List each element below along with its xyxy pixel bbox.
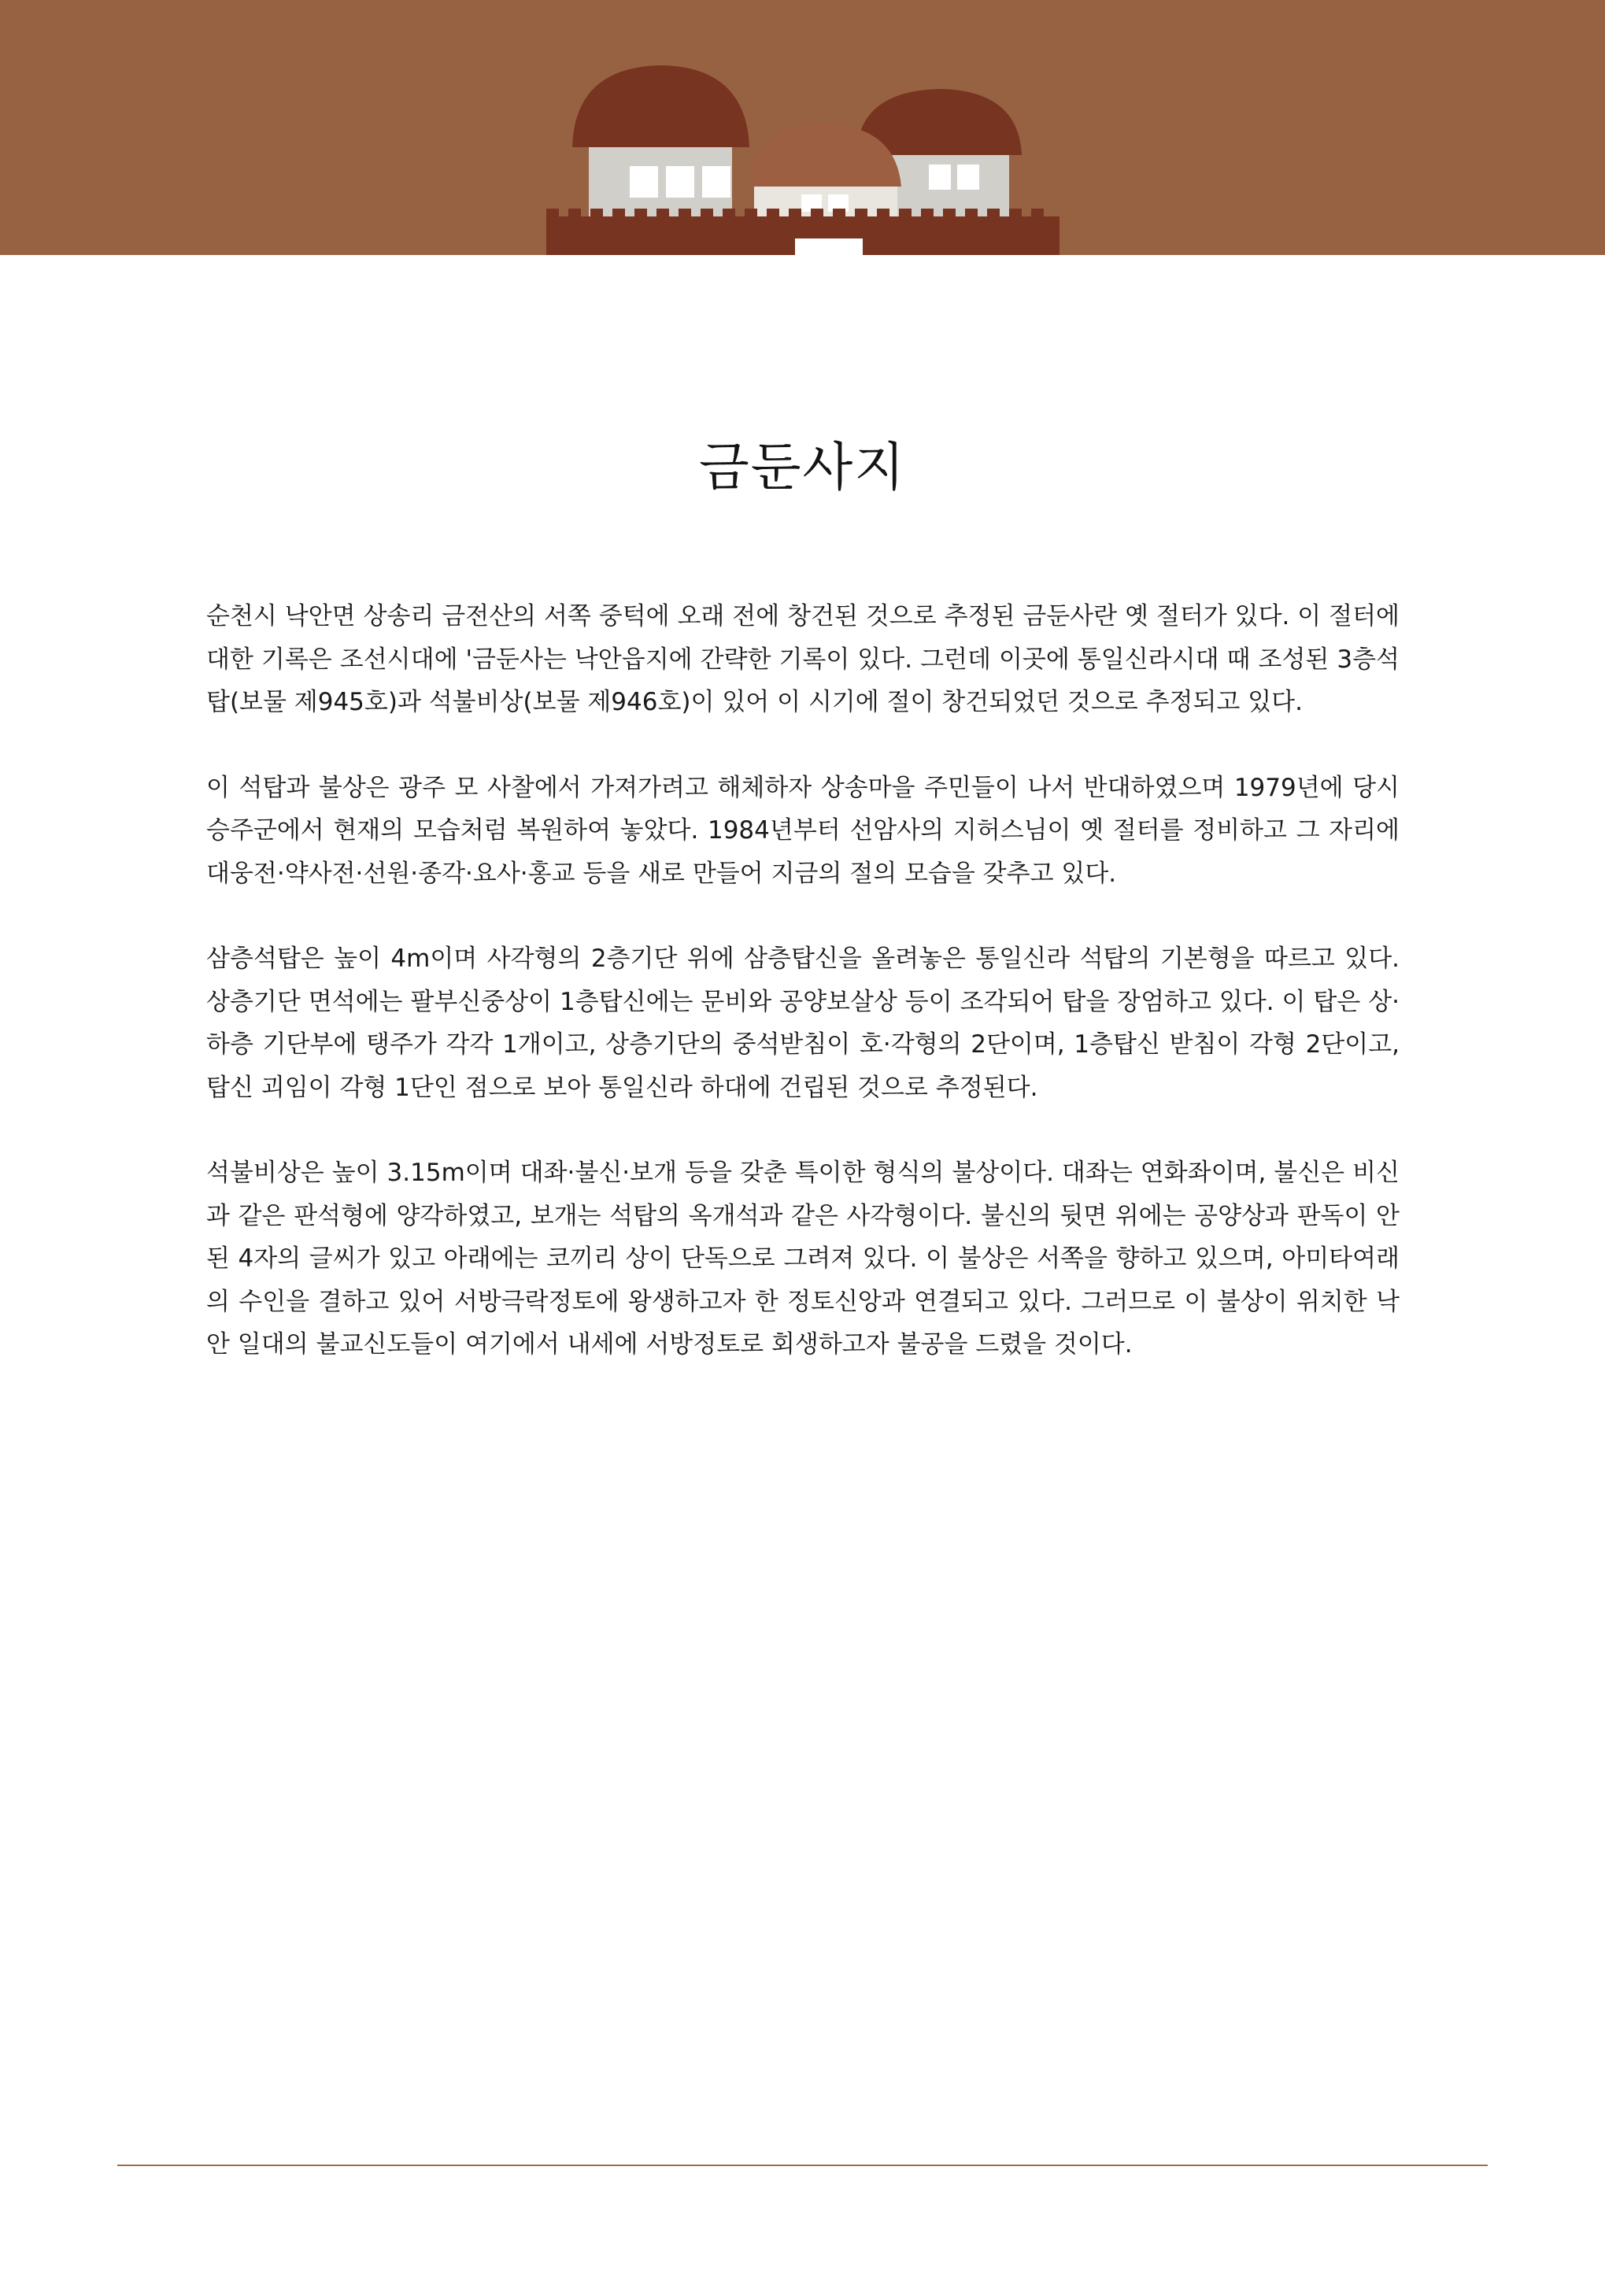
header-banner [0,0,1605,255]
paragraph-history: 순천시 낙안면 상송리 금전산의 서쪽 중턱에 오래 전에 창건된 것으로 추정된 금둔사란 옛 절터가 있다. 이 절터에 대한 기록은 조선시대에 '금둔사는 낙안읍지에 간략한 기록이 있다. 그런데 이곳에 통일신라시대 때 조성된 3층석탑(보물 제945호)과 석불비상(보물 제946호)이 있어 이 시기에 절이 창건되었던 것으로 추정되고 있다. [206,602,1400,716]
temple-buildings-illustration [543,59,1063,256]
document-body [206,595,1400,1409]
paragraph-restoration: 이 석탑과 불상은 광주 모 사찰에서 가져가려고 해체하자 상송마을 주민들이 나서 반대하였으며 1979년에 당시 승주군에서 현재의 모습처럼 복원하여 놓았다. 1984년부터 선암사의 지허스님이 옛 절터를 정비하고 그 자리에 대웅전·약사전·선원·종각·요사·홍교 등을 새로 만들어 지금의 절의 모습을 갖추고 있다. [206,773,1400,888]
page-title: 금둔사지 [698,437,907,497]
paragraph-stone-buddha-stele: 석불비상은 높이 3.15m이며 대좌·불신·보개 등을 갖춘 특이한 형식의 불상이다. 대좌는 연화좌이며, 불신은 비신과 같은 판석형에 양각하였고, 보개는 석탑의 옥개석과 같은 사각형이다. 불신의 뒷면 위에는 공양상과 판독이 안 된 4자의 글씨가 있고 아래에는 코끼리 상이 단독으로 그려져 있다. 이 불상은 서쪽을 향하고 있으며, 아미타여래의 수인을 결하고 있어 서방극락정토에 왕생하고자 한 정토신앙과 연결되고 있다. 그러므로 이 불상이 위치한 낙안 일대의 불교신도들이 여기에서 내세에 서방정토로 회생하고자 불공을 드렸을 것이다. [206,1159,1400,1359]
paragraph-stone-pagoda: 삼층석탑은 높이 4m이며 사각형의 2층기단 위에 삼층탑신을 올려놓은 통일신라 석탑의 기본형을 따르고 있다. 상층기단 면석에는 팔부신중상이 1층탑신에는 문비와 공양보살상 등이 조각되어 탑을 장엄하고 있다. 이 탑은 상·하층 기단부에 탱주가 각각 1개이고, 상층기단의 중석받침이 호·각형의 2단이며, 1층탑신 받침이 각형 2단이고, 탑신 괴임이 각형 1단인 점으로 보아 통일신라 하대에 건립된 것으로 추정된다. [206,945,1400,1102]
footer-divider [117,2165,1488,2166]
